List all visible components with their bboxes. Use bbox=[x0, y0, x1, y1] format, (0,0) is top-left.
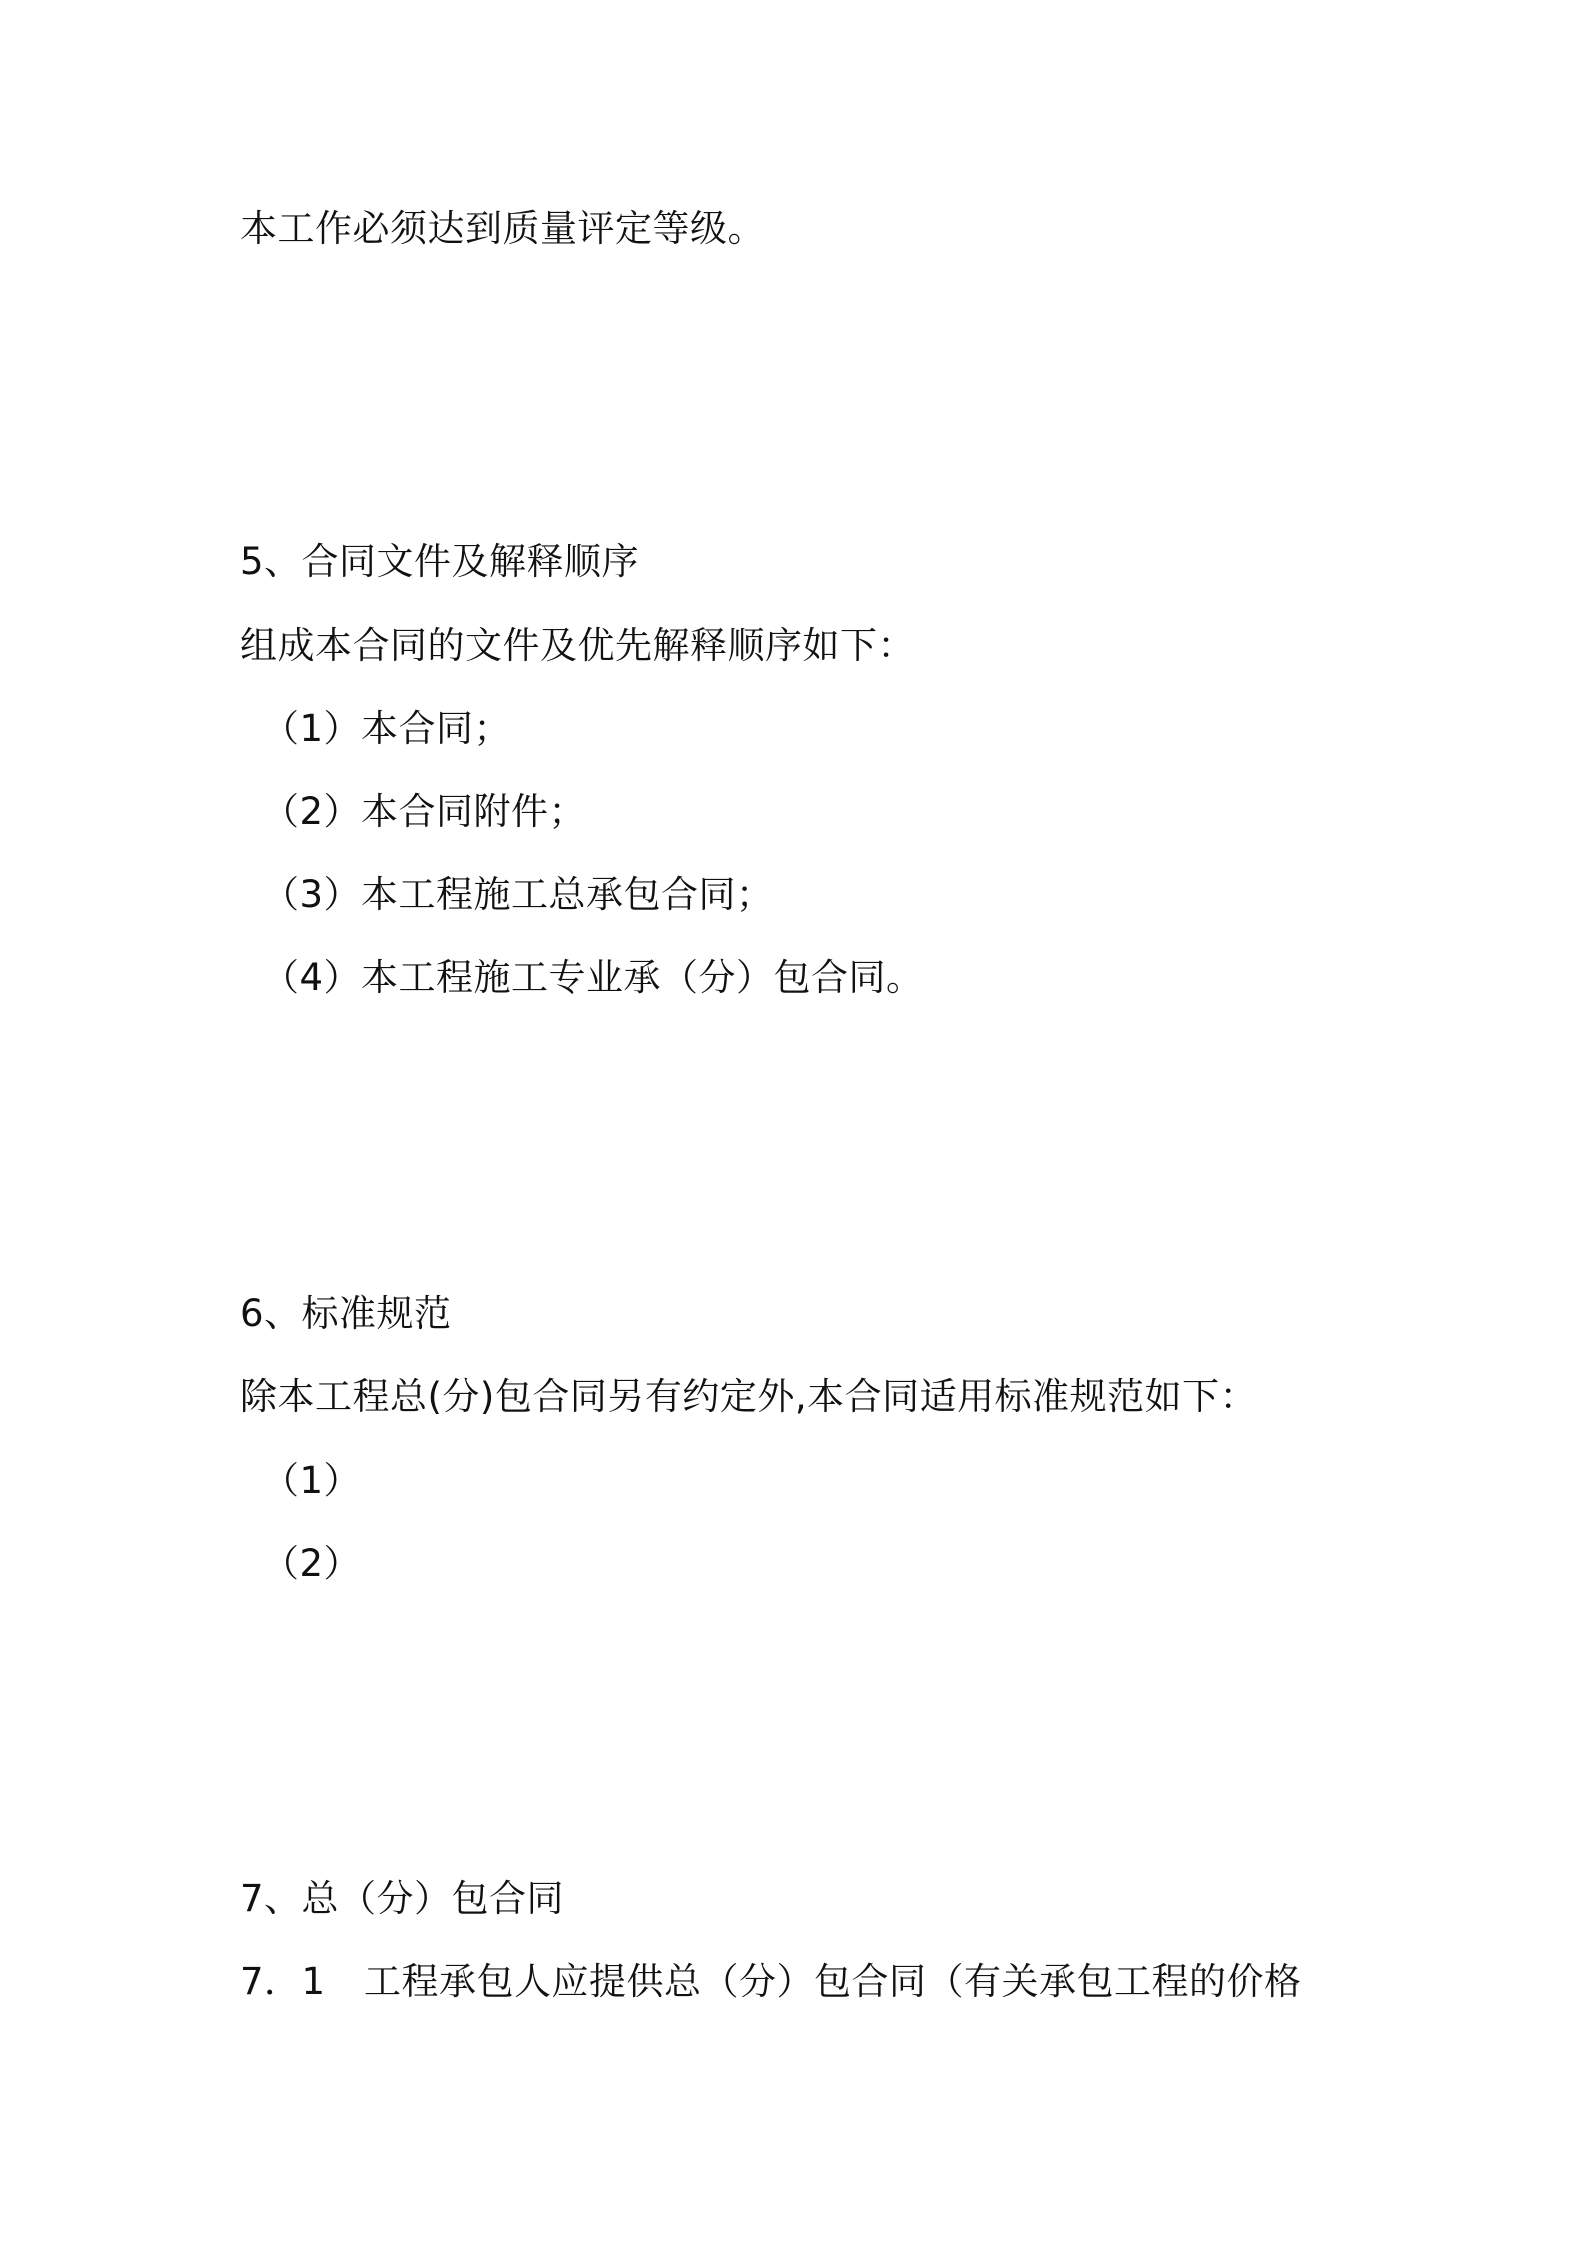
quality-requirement-text: 本工作必须达到质量评定等级。 bbox=[240, 207, 765, 250]
section-6-intro: 除本工程总(分)包合同另有约定外,本合同适用标准规范如下： bbox=[240, 1375, 1258, 1418]
section-6-item-1: （1） bbox=[262, 1459, 362, 1502]
section-6-heading: 6、标准规范 bbox=[240, 1292, 452, 1335]
section-7-1-paragraph bbox=[240, 1960, 1302, 2003]
section-7-1-text: 工程承包人应提供总（分）包合同（有关承包工程的价格 bbox=[364, 1960, 1302, 2003]
section-5-item-2: （2）本合同附件； bbox=[262, 790, 587, 833]
section-5-intro: 组成本合同的文件及优先解释顺序如下： bbox=[240, 624, 915, 667]
section-5-heading: 5、合同文件及解释顺序 bbox=[240, 540, 640, 583]
section-5-item-3: （3）本工程施工总承包合同； bbox=[262, 873, 774, 916]
section-5-item-1: （1）本合同； bbox=[262, 707, 512, 750]
section-6-item-2: （2） bbox=[262, 1542, 362, 1585]
section-7-heading: 7、总（分）包合同 bbox=[240, 1877, 565, 1920]
section-7-1-number: 7．1 bbox=[240, 1960, 326, 2003]
section-5-item-4: （4）本工程施工专业承（分）包合同。 bbox=[262, 956, 924, 999]
